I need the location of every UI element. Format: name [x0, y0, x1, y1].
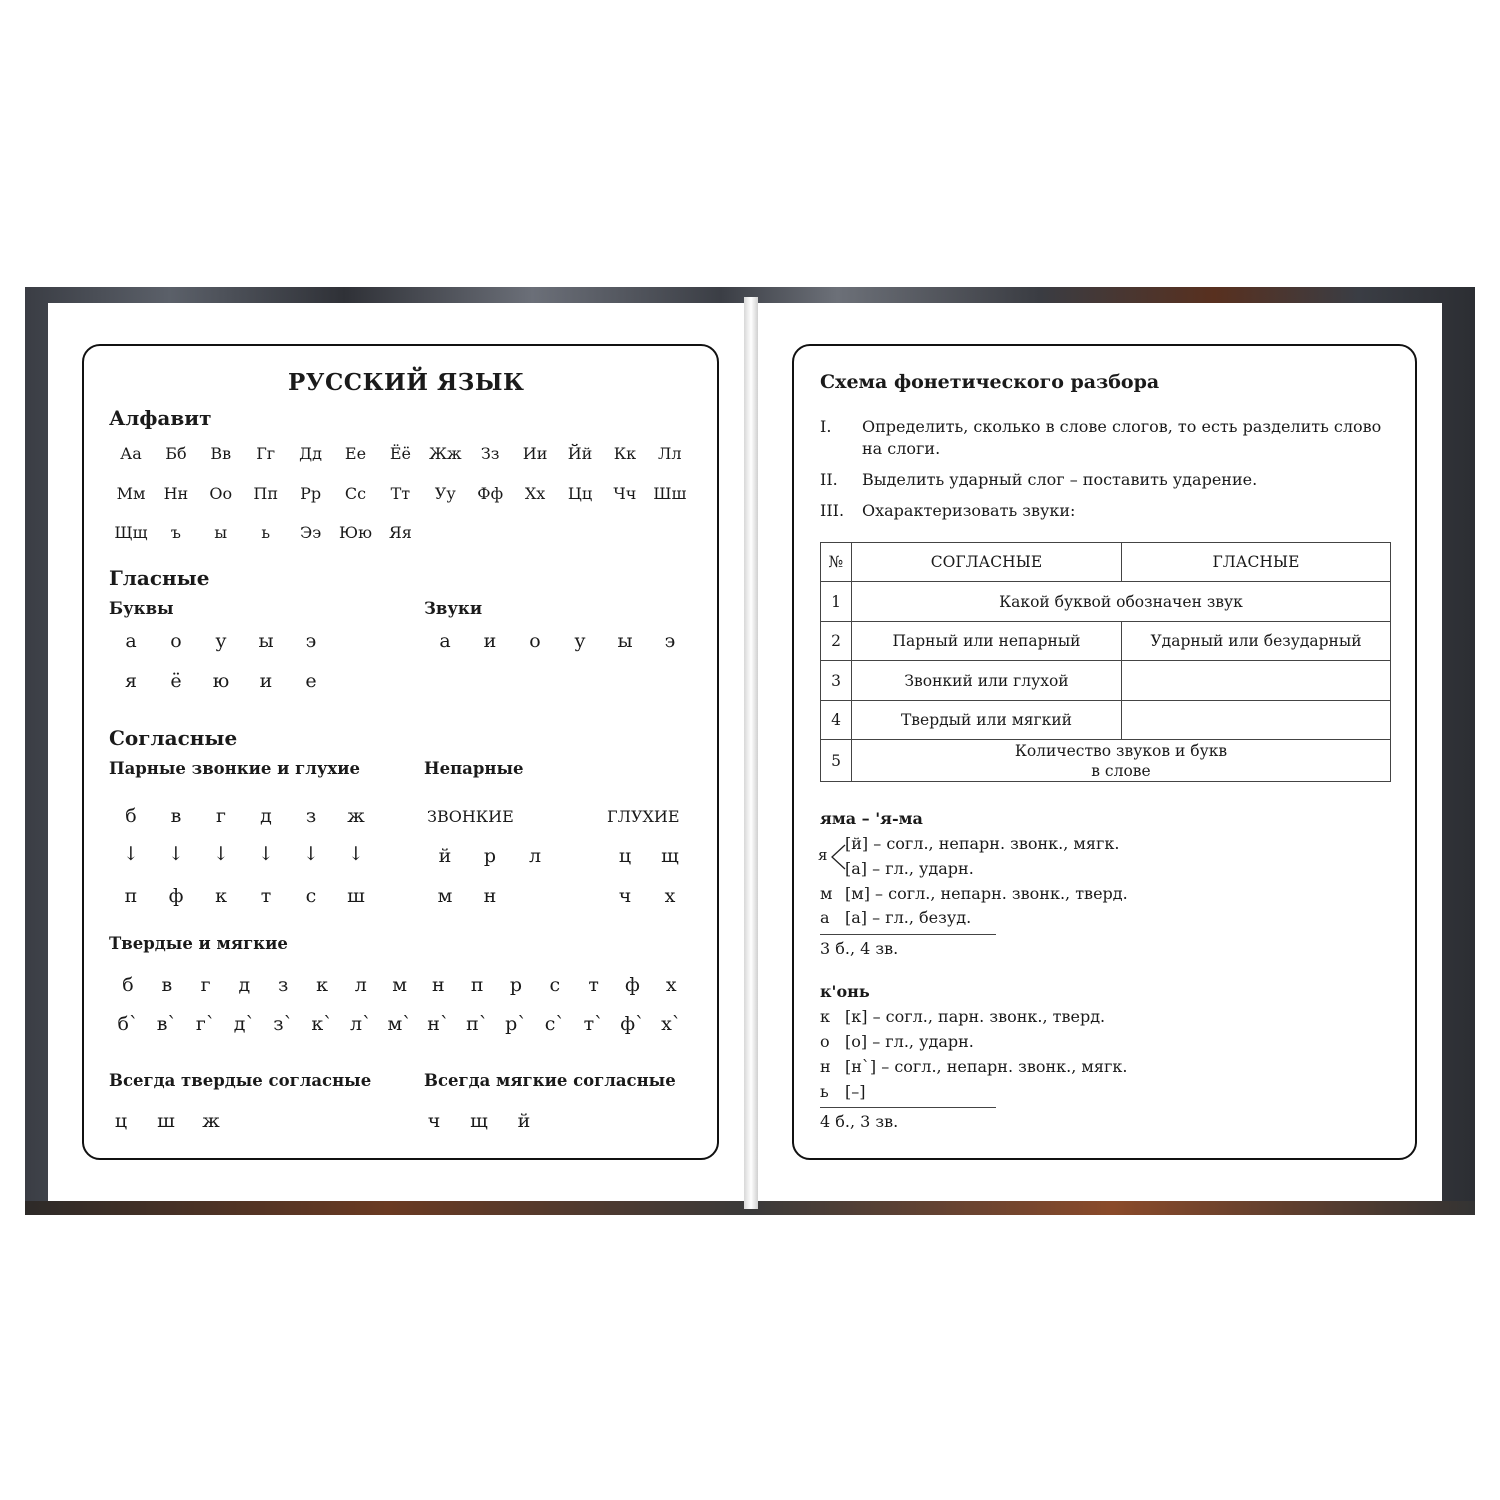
alphabet-letter: Бб [165, 444, 187, 463]
alphabet-letter: ы [214, 523, 228, 542]
row-consonant-cell: Звонкий или глухой [852, 661, 1122, 701]
alphabet-letter: Йй [567, 444, 593, 463]
example-1-letter-3: м [820, 884, 833, 903]
example-2-letter-2: о [820, 1032, 830, 1051]
step-2-number: II. [820, 470, 838, 489]
book-spine-gutter [744, 297, 758, 1209]
alphabet-letter: Кк [613, 444, 637, 463]
paired-voiced-letter: в [170, 805, 182, 827]
alphabet-letter: Цц [567, 483, 593, 503]
arrow-down-icon: ↓ [123, 843, 139, 865]
row-5-line-1: Количество звуков и букв [1014, 741, 1228, 760]
unpaired-voiced-letter: л [528, 845, 542, 867]
row-number: 2 [821, 622, 852, 661]
unpaired-voiceless-letter: щ [661, 845, 679, 867]
alphabet-letter: Ее [344, 444, 367, 463]
unpaired-voiced-letter: н [483, 885, 497, 907]
vowel-letter: о [170, 630, 182, 652]
alphabet-letter: Уу [434, 483, 456, 503]
vowel-letter: и [259, 670, 273, 692]
hard-consonant: м [392, 974, 407, 996]
alphabet-letter: Мм [116, 483, 146, 503]
vowel-sound: ы [617, 630, 633, 652]
table-header-number: № [821, 543, 852, 582]
hard-consonant: ф [624, 974, 640, 996]
step-1-number: I. [820, 417, 832, 436]
hard-consonant: з [278, 974, 289, 996]
left-frame [82, 344, 719, 1160]
vowel-letter: э [305, 630, 317, 652]
table-row [821, 661, 1391, 701]
scheme-title: Схема фонетического разбора [820, 371, 1160, 393]
alphabet-letter: Дд [299, 444, 323, 463]
page-title: РУССКИЙ ЯЗЫК [288, 369, 525, 396]
row-vowel-cell [1122, 661, 1391, 701]
soft-consonant: п` [466, 1013, 489, 1035]
letters-heading: Буквы [109, 599, 174, 618]
alphabet-letter: Ии [522, 444, 548, 463]
arrow-down-icon: ↓ [168, 843, 184, 865]
branch-bracket-icon [830, 842, 846, 872]
voiced-label: ЗВОНКИЕ [427, 807, 514, 826]
alphabet-letter: Юю [338, 523, 373, 542]
soft-consonant: г` [195, 1013, 216, 1035]
unpaired-voiceless-letter: ч [618, 885, 632, 907]
alphabet-letter: Нн [163, 483, 189, 503]
vowel-sound: а [439, 630, 451, 652]
alphabet-letter: Ээ [299, 523, 322, 542]
soft-consonant: ф` [620, 1013, 645, 1035]
table-header-consonants: СОГЛАСНЫЕ [852, 543, 1122, 582]
voiceless-label: ГЛУХИЕ [607, 807, 680, 826]
example-2-line-4: [–] [845, 1082, 866, 1101]
vowel-letter: ё [170, 670, 182, 692]
paired-voiced-letter: д [260, 805, 272, 827]
alphabet-letter: Тт [390, 483, 411, 503]
hard-consonant: п [470, 974, 484, 996]
soft-consonant: д` [233, 1013, 255, 1035]
alphabet-letter: Лл [658, 444, 682, 463]
consonants-heading: Согласные [109, 726, 238, 750]
vowel-sound: и [483, 630, 497, 652]
step-1-text-cont: на слоги. [862, 439, 941, 458]
hard-consonant: с [549, 974, 561, 996]
soft-consonant: л` [350, 1013, 372, 1035]
alphabet-letter: Щщ [114, 523, 148, 542]
paired-voiceless-letter: к [215, 885, 227, 907]
row-number: 1 [821, 582, 852, 622]
alphabet-letter: Чч [613, 483, 637, 503]
soft-consonant: х` [661, 1013, 682, 1035]
step-1-text: Определить, сколько в слове слогов, то есть разделить слово [862, 417, 1382, 436]
hard-consonant: в [161, 974, 173, 996]
hard-consonant: б [122, 974, 134, 996]
example-1-line-1: [й] – согл., непарн. звонк., мягк. [845, 834, 1120, 853]
paired-voiceless-letter: п [124, 885, 138, 907]
vowel-letter: у [215, 630, 227, 652]
soft-consonant: к` [311, 1013, 333, 1035]
example-1-letter-ya: я [818, 846, 828, 864]
unpaired-voiced-letter: м [437, 885, 453, 907]
paired-voiceless-letter: ш [347, 885, 365, 907]
always-hard-letter: ш [157, 1110, 175, 1132]
example-1-line-3: [м] – согл., непарн. звонк., тверд. [845, 884, 1128, 903]
unpaired-voiceless-letter: х [664, 885, 676, 907]
alphabet-letter: Рр [300, 483, 322, 503]
unpaired-voiced-letter: р [483, 845, 497, 867]
paired-voiced-letter: з [305, 805, 317, 827]
paired-voiceless-letter: ф [168, 885, 184, 907]
alphabet-letter: Жж [428, 444, 462, 463]
soft-consonant: н` [427, 1013, 450, 1035]
alphabet-letter: Вв [210, 444, 232, 463]
soft-consonant: в` [156, 1013, 177, 1035]
table-header-row [821, 543, 1391, 582]
vowels-heading: Гласные [109, 566, 210, 590]
example-2-line-1: [к] – согл., парн. звонк., тверд. [845, 1007, 1106, 1026]
table-header-vowels: ГЛАСНЫЕ [1122, 543, 1391, 582]
example-1-line-4: [а] – гл., безуд. [845, 908, 972, 927]
phonetic-table [820, 542, 1391, 782]
row-consonant-cell [852, 740, 1391, 782]
hard-consonant: р [509, 974, 523, 996]
step-3-text: Охарактеризовать звуки: [862, 501, 1076, 520]
example-2-letter-3: н [820, 1057, 831, 1076]
alphabet-letter: ъ [170, 523, 181, 542]
alphabet-letter: Оо [209, 483, 233, 503]
soft-consonant: с` [544, 1013, 565, 1035]
paired-voiced-letter: г [216, 805, 226, 827]
arrow-down-icon: ↓ [303, 843, 319, 865]
vowel-sound: о [529, 630, 541, 652]
example-2-letter-1: к [820, 1007, 830, 1026]
example-2-divider [820, 1107, 996, 1108]
row-number: 3 [821, 661, 852, 701]
soft-consonant: т` [583, 1013, 604, 1035]
unpaired-heading: Непарные [424, 759, 524, 778]
vowel-letter: ю [212, 670, 230, 692]
alphabet-letter: Хх [524, 483, 546, 503]
always-hard-heading: Всегда твердые согласные [109, 1071, 372, 1090]
soft-consonant: з` [273, 1013, 294, 1035]
alphabet-letter: Фф [477, 483, 504, 503]
example-2-line-2: [о] – гл., ударн. [845, 1032, 974, 1051]
always-soft-letter: щ [470, 1110, 488, 1132]
always-soft-letter: й [517, 1110, 531, 1132]
hard-consonant: г [200, 974, 211, 996]
row-vowel-cell: Ударный или безударный [1122, 622, 1391, 661]
hard-consonant: н [432, 974, 445, 996]
row-consonant-cell: Твердый или мягкий [852, 701, 1122, 740]
alphabet-letter: ь [261, 523, 271, 542]
hard-soft-heading: Твердые и мягкие [109, 934, 288, 953]
hard-consonant: х [665, 974, 677, 996]
row-consonant-cell: Какой буквой обозначен звук [852, 582, 1391, 622]
sounds-heading: Звуки [424, 599, 483, 618]
table-row [821, 740, 1391, 782]
row-vowel-cell [1122, 701, 1391, 740]
row-number: 4 [821, 701, 852, 740]
vowel-sound: у [574, 630, 586, 652]
vowel-sound: э [664, 630, 676, 652]
alphabet-letter: Ёё [389, 444, 411, 463]
example-2-letter-4: ь [820, 1082, 829, 1101]
always-hard-letter: ц [114, 1110, 128, 1132]
unpaired-voiceless-letter: ц [618, 845, 632, 867]
row-consonant-cell: Парный или непарный [852, 622, 1122, 661]
alphabet-letter: Гг [256, 444, 276, 463]
table-row [821, 701, 1391, 740]
row-5-line-2: в слове [1091, 761, 1151, 780]
always-soft-letter: ч [427, 1110, 441, 1132]
alphabet-letter: Сс [344, 483, 367, 503]
example-1-letter-4: а [820, 908, 830, 927]
vowel-letter: а [125, 630, 137, 652]
arrow-down-icon: ↓ [348, 843, 364, 865]
vowel-letter: е [305, 670, 317, 692]
alphabet-letter: Шш [653, 483, 687, 503]
always-soft-heading: Всегда мягкие согласные [424, 1071, 676, 1090]
hard-consonant: л [354, 974, 367, 996]
arrow-down-icon: ↓ [213, 843, 229, 865]
unpaired-voiced-letter: й [438, 845, 452, 867]
row-number: 5 [821, 740, 852, 782]
example-2-word: к'онь [820, 982, 870, 1001]
example-1-line-2: [а] – гл., ударн. [845, 859, 974, 878]
alphabet-heading: Алфавит [109, 406, 212, 430]
example-1-total: 3 б., 4 зв. [820, 939, 899, 958]
paired-voiced-letter: б [125, 805, 137, 827]
hard-consonant: т [588, 974, 599, 996]
always-hard-letter: ж [202, 1110, 220, 1132]
arrow-down-icon: ↓ [258, 843, 274, 865]
alphabet-letter: Яя [388, 523, 412, 542]
paired-voiced-letter: ж [347, 805, 365, 827]
example-2-line-3: [н`] – согл., непарн. звонк., мягк. [845, 1057, 1128, 1076]
hard-consonant: к [316, 974, 328, 996]
soft-consonant: м` [387, 1013, 412, 1035]
example-1-divider [820, 934, 996, 935]
vowel-letter: ы [258, 630, 274, 652]
paired-heading: Парные звонкие и глухие [109, 759, 361, 778]
example-1-word: яма – 'я-ма [820, 809, 923, 828]
paired-voiceless-letter: т [260, 885, 272, 907]
step-2-text: Выделить ударный слог – поставить ударение. [862, 470, 1258, 489]
hard-consonant: д [238, 974, 251, 996]
alphabet-letter: Зз [480, 444, 500, 463]
step-3-number: III. [820, 501, 845, 520]
alphabet-letter: Пп [253, 483, 278, 503]
table-row [821, 582, 1391, 622]
paired-voiceless-letter: с [305, 885, 317, 907]
soft-consonant: б` [117, 1013, 139, 1035]
alphabet-letter: Аа [120, 444, 142, 463]
soft-consonant: р` [505, 1013, 527, 1035]
table-row [821, 622, 1391, 661]
vowel-letter: я [125, 670, 137, 692]
example-2-total: 4 б., 3 зв. [820, 1112, 899, 1131]
